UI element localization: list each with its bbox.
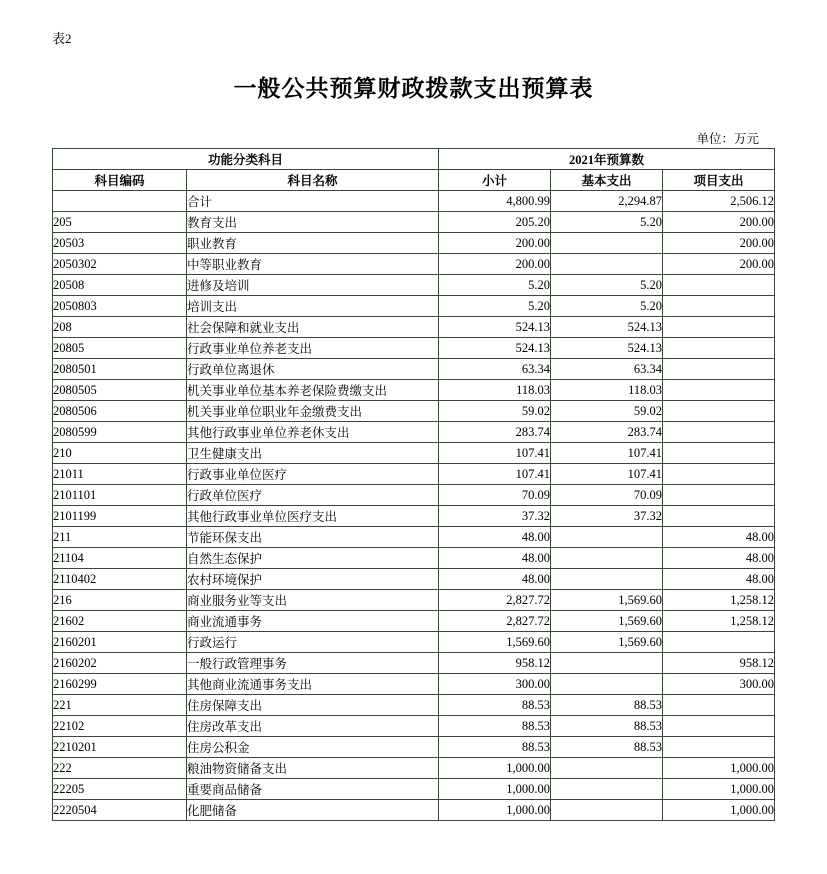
cell-name: 卫生健康支出: [187, 443, 439, 464]
cell-name: 培训支出: [187, 296, 439, 317]
cell-subtotal: 205.20: [439, 212, 551, 233]
cell-basic: [551, 758, 663, 779]
cell-project: [663, 443, 775, 464]
cell-code: [53, 191, 187, 212]
cell-name: 节能环保支出: [187, 527, 439, 548]
cell-code: 21011: [53, 464, 187, 485]
cell-name: 住房保障支出: [187, 695, 439, 716]
cell-basic: 88.53: [551, 716, 663, 737]
cell-project: 300.00: [663, 674, 775, 695]
cell-subtotal: 63.34: [439, 359, 551, 380]
cell-code: 2080599: [53, 422, 187, 443]
cell-subtotal: 5.20: [439, 296, 551, 317]
cell-name: 自然生态保护: [187, 548, 439, 569]
cell-subtotal: 88.53: [439, 737, 551, 758]
cell-code: 211: [53, 527, 187, 548]
cell-subtotal: 88.53: [439, 695, 551, 716]
cell-project: 48.00: [663, 527, 775, 548]
table-row: [53, 443, 775, 464]
cell-name: 行政事业单位医疗: [187, 464, 439, 485]
table-header-column-row: [53, 170, 775, 191]
cell-basic: 5.20: [551, 275, 663, 296]
header-col-subtotal: 小计: [439, 170, 551, 191]
cell-code: 2110402: [53, 569, 187, 590]
cell-project: [663, 737, 775, 758]
table-row: [53, 254, 775, 275]
table-row: [53, 233, 775, 254]
cell-basic: 2,294.87: [551, 191, 663, 212]
cell-name: 社会保障和就业支出: [187, 317, 439, 338]
cell-code: 210: [53, 443, 187, 464]
cell-code: 20503: [53, 233, 187, 254]
cell-project: [663, 464, 775, 485]
cell-project: [663, 359, 775, 380]
cell-subtotal: 107.41: [439, 464, 551, 485]
cell-code: 20805: [53, 338, 187, 359]
cell-subtotal: 107.41: [439, 443, 551, 464]
table-row: [53, 380, 775, 401]
cell-subtotal: 2,827.72: [439, 590, 551, 611]
cell-subtotal: 48.00: [439, 527, 551, 548]
cell-basic: [551, 653, 663, 674]
table-row: [53, 590, 775, 611]
cell-basic: [551, 548, 663, 569]
cell-code: 2050302: [53, 254, 187, 275]
header-col-name: 科目名称: [187, 170, 439, 191]
cell-subtotal: 283.74: [439, 422, 551, 443]
cell-name: 中等职业教育: [187, 254, 439, 275]
cell-basic: 524.13: [551, 338, 663, 359]
cell-project: 48.00: [663, 569, 775, 590]
cell-basic: 63.34: [551, 359, 663, 380]
table-row: [53, 485, 775, 506]
cell-basic: 283.74: [551, 422, 663, 443]
cell-code: 22102: [53, 716, 187, 737]
cell-project: 1,000.00: [663, 779, 775, 800]
cell-project: 1,000.00: [663, 758, 775, 779]
cell-name: 机关事业单位基本养老保险费缴支出: [187, 380, 439, 401]
cell-basic: 107.41: [551, 443, 663, 464]
cell-subtotal: 1,000.00: [439, 779, 551, 800]
cell-basic: 5.20: [551, 212, 663, 233]
table-row: [53, 338, 775, 359]
table-row: [53, 632, 775, 653]
cell-basic: 37.32: [551, 506, 663, 527]
cell-code: 21104: [53, 548, 187, 569]
cell-subtotal: 118.03: [439, 380, 551, 401]
cell-basic: 1,569.60: [551, 632, 663, 653]
cell-basic: [551, 569, 663, 590]
cell-project: 1,258.12: [663, 590, 775, 611]
cell-name: 住房公积金: [187, 737, 439, 758]
cell-code: 2160201: [53, 632, 187, 653]
cell-basic: 88.53: [551, 695, 663, 716]
table-row: [53, 191, 775, 212]
cell-basic: [551, 800, 663, 821]
table-row: [53, 653, 775, 674]
cell-name: 商业流通事务: [187, 611, 439, 632]
cell-project: [663, 506, 775, 527]
cell-project: 1,258.12: [663, 611, 775, 632]
cell-name: 粮油物资储备支出: [187, 758, 439, 779]
cell-project: [663, 275, 775, 296]
header-col-project: 项目支出: [663, 170, 775, 191]
cell-subtotal: 524.13: [439, 338, 551, 359]
cell-project: 48.00: [663, 548, 775, 569]
cell-subtotal: 2,827.72: [439, 611, 551, 632]
cell-subtotal: 88.53: [439, 716, 551, 737]
cell-code: 2080501: [53, 359, 187, 380]
cell-subtotal: 958.12: [439, 653, 551, 674]
cell-project: [663, 338, 775, 359]
cell-project: 2,506.12: [663, 191, 775, 212]
cell-subtotal: 4,800.99: [439, 191, 551, 212]
cell-code: 2080505: [53, 380, 187, 401]
cell-project: [663, 296, 775, 317]
cell-code: 2210201: [53, 737, 187, 758]
cell-name: 商业服务业等支出: [187, 590, 439, 611]
cell-basic: 59.02: [551, 401, 663, 422]
table-row: [53, 506, 775, 527]
table-body: [53, 191, 775, 821]
table-row: [53, 779, 775, 800]
cell-code: 2080506: [53, 401, 187, 422]
cell-subtotal: 200.00: [439, 233, 551, 254]
cell-subtotal: 59.02: [439, 401, 551, 422]
cell-name: 一般行政管理事务: [187, 653, 439, 674]
cell-project: 958.12: [663, 653, 775, 674]
cell-project: 200.00: [663, 254, 775, 275]
cell-subtotal: 300.00: [439, 674, 551, 695]
header-col-basic: 基本支出: [551, 170, 663, 191]
cell-basic: 118.03: [551, 380, 663, 401]
table-header: [53, 149, 775, 191]
table-row: [53, 296, 775, 317]
header-col-code: 科目编码: [53, 170, 187, 191]
cell-code: 2160299: [53, 674, 187, 695]
table-row: [53, 800, 775, 821]
cell-project: 200.00: [663, 233, 775, 254]
cell-project: [663, 317, 775, 338]
header-group-budget-year: 2021年预算数: [439, 149, 775, 170]
cell-project: [663, 632, 775, 653]
table-row: [53, 569, 775, 590]
table-row: [53, 422, 775, 443]
table-row: [53, 695, 775, 716]
table-row: [53, 548, 775, 569]
cell-name: 行政事业单位养老支出: [187, 338, 439, 359]
cell-subtotal: 200.00: [439, 254, 551, 275]
cell-name: 教育支出: [187, 212, 439, 233]
cell-subtotal: 524.13: [439, 317, 551, 338]
cell-code: 2101199: [53, 506, 187, 527]
cell-code: 2160202: [53, 653, 187, 674]
cell-name: 机关事业单位职业年金缴费支出: [187, 401, 439, 422]
sheet-label: 表2: [52, 31, 72, 46]
cell-code: 2101101: [53, 485, 187, 506]
cell-project: [663, 485, 775, 506]
cell-name: 其他行政事业单位养老休支出: [187, 422, 439, 443]
cell-basic: 1,569.60: [551, 590, 663, 611]
cell-subtotal: 1,000.00: [439, 758, 551, 779]
cell-subtotal: 5.20: [439, 275, 551, 296]
cell-project: [663, 695, 775, 716]
table-row: [53, 527, 775, 548]
cell-code: 21602: [53, 611, 187, 632]
budget-table: [52, 148, 775, 821]
cell-name: 其他商业流通事务支出: [187, 674, 439, 695]
cell-basic: 88.53: [551, 737, 663, 758]
cell-code: 221: [53, 695, 187, 716]
header-group-functional: 功能分类科目: [53, 149, 439, 170]
cell-name: 职业教育: [187, 233, 439, 254]
cell-subtotal: 1,000.00: [439, 800, 551, 821]
table-row: [53, 674, 775, 695]
cell-basic: 524.13: [551, 317, 663, 338]
cell-name: 进修及培训: [187, 275, 439, 296]
cell-name: 行政单位离退休: [187, 359, 439, 380]
cell-subtotal: 48.00: [439, 548, 551, 569]
cell-basic: 1,569.60: [551, 611, 663, 632]
table-row: [53, 275, 775, 296]
cell-project: [663, 716, 775, 737]
cell-basic: 70.09: [551, 485, 663, 506]
cell-name: 化肥储备: [187, 800, 439, 821]
cell-subtotal: 70.09: [439, 485, 551, 506]
cell-code: 216: [53, 590, 187, 611]
cell-code: 205: [53, 212, 187, 233]
table-row: [53, 611, 775, 632]
cell-code: 2050803: [53, 296, 187, 317]
cell-basic: [551, 674, 663, 695]
cell-code: 222: [53, 758, 187, 779]
table-row: [53, 317, 775, 338]
cell-subtotal: 37.32: [439, 506, 551, 527]
cell-project: 1,000.00: [663, 800, 775, 821]
cell-code: 22205: [53, 779, 187, 800]
page-title: 一般公共预算财政拨款支出预算表: [233, 76, 594, 101]
cell-name: 其他行政事业单位医疗支出: [187, 506, 439, 527]
cell-project: 200.00: [663, 212, 775, 233]
table-row: [53, 401, 775, 422]
cell-basic: 107.41: [551, 464, 663, 485]
cell-code: 208: [53, 317, 187, 338]
cell-basic: [551, 527, 663, 548]
table-row: [53, 359, 775, 380]
cell-name: 农村环境保护: [187, 569, 439, 590]
cell-project: [663, 422, 775, 443]
cell-name: 合计: [187, 191, 439, 212]
cell-project: [663, 380, 775, 401]
table-header-group-row: [53, 149, 775, 170]
table-row: [53, 758, 775, 779]
cell-basic: [551, 254, 663, 275]
cell-code: 2220504: [53, 800, 187, 821]
cell-name: 行政单位医疗: [187, 485, 439, 506]
unit-note: 单位：万元: [696, 132, 759, 146]
table-row: [53, 212, 775, 233]
cell-code: 20508: [53, 275, 187, 296]
cell-name: 行政运行: [187, 632, 439, 653]
cell-name: 重要商品储备: [187, 779, 439, 800]
cell-subtotal: 48.00: [439, 569, 551, 590]
cell-basic: [551, 233, 663, 254]
cell-name: 住房改革支出: [187, 716, 439, 737]
table-row: [53, 716, 775, 737]
table-row: [53, 737, 775, 758]
cell-subtotal: 1,569.60: [439, 632, 551, 653]
cell-basic: 5.20: [551, 296, 663, 317]
table-row: [53, 464, 775, 485]
cell-basic: [551, 779, 663, 800]
cell-project: [663, 401, 775, 422]
